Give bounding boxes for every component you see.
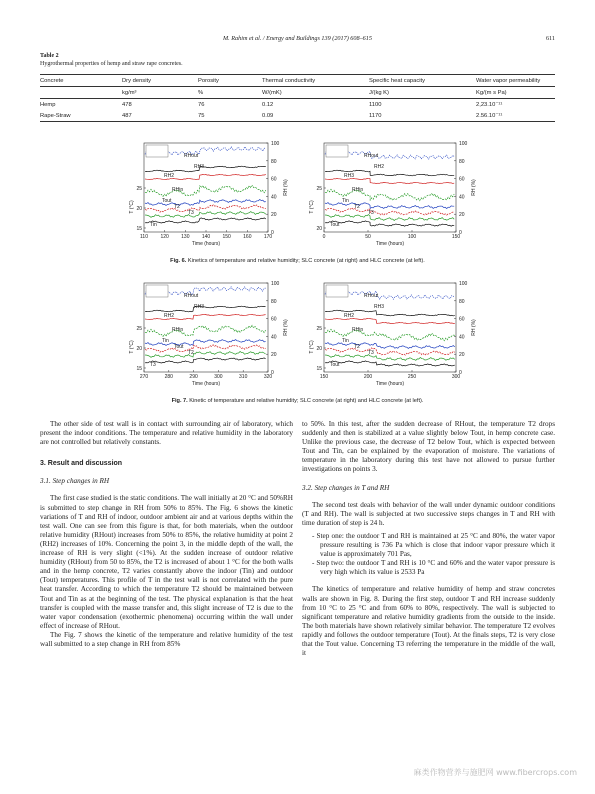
journal-citation: M. Rahim et al. / Energy and Buildings 139 (2017) 608–615	[223, 35, 372, 42]
paragraph: to 50%. In this test, after the sudden decrease of RHout, the temperature T2 drops suddenly and then is stabilized at a value slightly below Tout, in hemp concrete case. Unlike the previous case, the decrease of T2 below Tout, which is expected between Tout and Tin, can be explained by the evaporation of moisture. The variations of temperature in the laboratory during this test have not allowed to pursue further investigations on points 3.	[302, 420, 555, 474]
series-line-t3	[145, 212, 266, 218]
series-line-t3	[145, 358, 266, 363]
table-label: Table 2	[40, 53, 59, 59]
x-tick-label: 320	[263, 374, 273, 380]
unit-cell: W/(mK)	[262, 87, 369, 99]
series-label: T2	[174, 204, 180, 210]
series-line-t3	[325, 215, 454, 221]
y-right-tick-label: 100	[271, 141, 280, 147]
series-label: T3	[368, 210, 374, 216]
series-label: RH2	[344, 313, 355, 319]
x-tick-label: 130	[181, 234, 190, 240]
y-left-tick-label: 20	[316, 346, 322, 352]
fig6-label: Fig. 6.	[170, 258, 187, 264]
fig7-caption-text: Kinetic of temperature and relative humidity; SLC concrete (at right) and HLC concrete (at left).	[189, 398, 424, 404]
table-title: Hygrothermal properties of hemp and straw rape concretes.	[40, 60, 183, 67]
y-right-tick-label: 100	[271, 281, 280, 287]
y-left-tick-label: 25	[316, 326, 322, 332]
series-label: RH2	[164, 173, 175, 179]
y-right-tick-label: 40	[459, 334, 465, 341]
y-left-tick-label: 15	[316, 366, 322, 372]
y-left-axis-label: T (°C)	[129, 340, 135, 354]
unit-cell: %	[198, 87, 262, 99]
y-left-tick-label: 15	[136, 366, 142, 372]
table-caption	[40, 53, 183, 68]
col-header: Dry density	[122, 75, 198, 87]
x-tick-label: 290	[189, 374, 198, 380]
x-tick-label: 160	[243, 234, 252, 240]
paragraph: The kinetics of temperature and relative humidity of hemp and straw concretes walls are shown in Fig. 8. During the first step, outdoor T and RH increase suddenly from 10 °C to 25 °C and from 60% to 80%, respectively. The wall is subjected to significant temperature and relative humidity gradients from the outside to the inside. The both materials have shown relatively similar behavior. The temperature T2 evolves rapidly and follows the outdoor temperature (Tout). At the finals steps, T2 is very close that the Tout value. Concerning T3 referring the temperature in the middle of the wall, it	[302, 585, 555, 658]
series-line-tout	[325, 221, 454, 226]
series-label: T3	[368, 350, 374, 356]
series-label: T2	[188, 350, 194, 356]
x-axis-label: Time (hours)	[191, 381, 221, 387]
y-right-tick-label: 80	[271, 158, 277, 165]
x-tick-label: 270	[139, 374, 149, 380]
x-tick-label: 150	[222, 234, 231, 240]
x-tick-label: 250	[407, 374, 417, 380]
series-label: T3	[150, 362, 156, 368]
y-right-tick-label: 0	[459, 230, 462, 236]
y-left-tick-label: 15	[136, 226, 142, 232]
fig6-right-plot	[308, 138, 478, 250]
fig7-label: Fig. 7.	[171, 398, 188, 404]
x-tick-label: 150	[451, 234, 461, 240]
series-label: RH2	[164, 313, 175, 319]
unit-cell	[40, 87, 122, 99]
fig7-left-plot	[128, 278, 290, 390]
series-label: Tout	[330, 362, 340, 368]
col-header: Specific heat capacity	[369, 75, 476, 87]
y-right-tick-label: 60	[459, 316, 465, 323]
list-item: - Step two: the outdoor T and RH is 10 °C and 60% and the water vapor pressure is very high which its value is 2533 Pa	[312, 559, 555, 577]
table-row	[40, 99, 555, 111]
cell: 2.56.10⁻¹¹	[476, 110, 555, 122]
y-right-axis-label: RH (%)	[283, 319, 289, 336]
series-label: RH3	[194, 304, 205, 310]
y-right-tick-label: 0	[271, 230, 274, 236]
series-label: RH3	[344, 173, 355, 179]
cell: 478	[122, 101, 132, 108]
series-label: RHin	[352, 187, 364, 193]
y-right-tick-label: 60	[271, 176, 277, 183]
y-left-tick-label: 25	[136, 326, 142, 332]
y-left-axis-label: T (°C)	[309, 340, 315, 354]
series-label: RHin	[172, 327, 184, 333]
paragraph: The second test deals with behavior of the wall under dynamic outdoor conditions (T and RH). The wall is subjected at two successive steps changes in T and RH with time duration of step is 24 h.	[302, 500, 555, 527]
series-line-t3	[325, 355, 455, 361]
series-line-rh3	[145, 306, 266, 312]
y-left-tick-label: 20	[136, 346, 142, 352]
y-right-tick-label: 40	[271, 334, 277, 341]
y-right-tick-label: 20	[459, 212, 465, 219]
table-row	[40, 110, 555, 122]
cell: Rape-Straw	[40, 110, 122, 122]
x-tick-label: 110	[140, 234, 148, 240]
table-header-row	[40, 75, 555, 87]
series-line-rhin	[145, 186, 266, 197]
inset-wall-diagram	[326, 285, 348, 297]
series-label: Tin	[342, 338, 349, 344]
series-label: RHout	[364, 293, 379, 299]
y-right-tick-label: 60	[271, 316, 277, 323]
series-line-t2	[145, 205, 266, 212]
cell: 0.12	[262, 101, 274, 108]
paragraph: The Fig. 7 shows the kinetic of the temperature and relative humidity of the test wall submitted to a step change in RH from 85%	[40, 630, 293, 648]
series-label: RH2	[374, 164, 385, 170]
y-right-tick-label: 40	[459, 194, 465, 201]
series-line-rh2	[325, 318, 455, 323]
col-header: Thermal conductivity	[262, 75, 369, 87]
series-label: Tin	[150, 222, 157, 228]
series-line-tin	[145, 218, 266, 223]
col-header: Concrete	[40, 75, 122, 87]
right-column	[302, 420, 555, 658]
series-line-rh3	[325, 178, 454, 183]
y-left-tick-label: 25	[136, 186, 142, 192]
unit-cell: Kg/(m s Pa)	[476, 87, 555, 99]
cell: 487	[122, 110, 198, 122]
paragraph: The first case studied is the static conditions. The wall initially at 20 °C and 50%RH is submitted to step change in RH from 50% to 85%. The Fig. 6 shows the kinetic variations of T and RH of indoor, outdoor ambient air and at various depths within the test wall. One can see from this figure is that, for both materials, when the outdoor relative humidity (RHout) increases from 50% to 85%, the relative humidity at point 2 (RH2) increases of 10%. Concerning the point 3, in the middle depth of the wall, the increase of RH is very slight (<1%). At the sudden increase of outdoor relative humidity (RHout) from 50 to 85%, the T2 is increased of about 1 °C for the both walls and in the hemp concrete, T2 varies constantly above the indoor (Tin) and outdoor (Tout) temperatures. This profile of T in the test wall is not correlated with the pure heat transfer. According to which the temperature T2 should be maintained between Tout and Tin as at the beginning of the test. The physical explanation is that the heat transfer is coupled with the masse transfer and, this slight increase of T2 is due to the water vapor condensation (exothermic phenomena) occurring within the wall under effect of increase of RHout.	[40, 494, 293, 630]
series-label: RHout	[184, 153, 199, 159]
page-number: 611	[545, 35, 555, 42]
series-label: Tin	[342, 198, 349, 204]
fig7-caption	[40, 398, 555, 404]
x-tick-label: 0	[322, 234, 326, 240]
cell: Hemp	[40, 101, 56, 108]
y-left-axis-label: T (°C)	[309, 200, 315, 214]
series-line-tout	[325, 361, 455, 366]
fig7-right-plot	[308, 278, 478, 390]
paragraph: The other side of test wall is in contact with surrounding air of laboratory, which present the indoor conditions. The temperature and relative humidity in the laboratory are not controlled but relatively constants.	[40, 420, 293, 447]
x-tick-label: 120	[160, 234, 169, 240]
cell: 76	[198, 101, 205, 108]
y-right-tick-label: 0	[271, 370, 274, 376]
inset-wall-diagram	[146, 285, 168, 297]
x-tick-label: 140	[201, 234, 211, 240]
series-line-t2	[325, 348, 455, 355]
series-line-rhin	[145, 325, 266, 336]
col-header: Water vapor permeability	[476, 75, 555, 87]
y-right-tick-label: 40	[271, 194, 277, 201]
x-axis-label: Time (hours)	[375, 241, 405, 247]
series-label: T2	[354, 204, 360, 210]
series-line-t2	[145, 352, 266, 358]
y-right-axis-label: RH (%)	[283, 179, 289, 196]
series-line-rh3	[145, 166, 266, 172]
x-tick-label: 300	[214, 374, 223, 380]
y-right-tick-label: 60	[459, 176, 465, 183]
x-tick-label: 300	[451, 374, 461, 380]
properties-table	[40, 74, 555, 122]
y-right-axis-label: RH (%)	[471, 179, 477, 196]
unit-cell: J/(kg K)	[369, 87, 476, 99]
y-right-tick-label: 80	[271, 298, 277, 305]
cell: 1100	[369, 101, 382, 108]
unit-cell: kg/m³	[122, 87, 198, 99]
list-item: - Step one: the outdoor T and RH is maintained at 25 °C and 80%, the water vapor pressure resulting is 736 Pa which is close that indoor vapor pressure which it value is approximately 701 Pas,	[312, 531, 555, 559]
x-tick-label: 200	[363, 374, 373, 380]
y-left-tick-label: 20	[136, 206, 142, 212]
step-list	[302, 532, 555, 577]
y-right-tick-label: 80	[459, 158, 465, 165]
table-units-row	[40, 87, 555, 99]
cell: 1170	[369, 110, 476, 122]
y-right-tick-label: 20	[459, 352, 465, 359]
series-label: RH3	[374, 304, 385, 310]
series-label: RHout	[184, 293, 199, 299]
x-tick-label: 50	[365, 234, 371, 240]
y-right-tick-label: 20	[271, 212, 277, 219]
y-right-tick-label: 100	[459, 281, 468, 287]
section-heading: 3. Result and discussion	[40, 460, 123, 468]
fig6-caption	[40, 258, 555, 264]
series-line-tout	[145, 345, 266, 352]
series-label: Tout	[162, 198, 172, 204]
y-right-tick-label: 80	[459, 298, 465, 305]
series-label: RH3	[194, 164, 205, 170]
y-right-axis-label: RH (%)	[471, 319, 477, 336]
watermark: 麻类作物营养与施肥网 www.fibercrops.com	[413, 768, 577, 777]
y-right-tick-label: 0	[459, 370, 462, 376]
fig6-left-plot	[128, 138, 290, 250]
cell: 2,23.10⁻¹¹	[476, 101, 503, 108]
series-label: RHin	[352, 327, 364, 333]
subsection-heading: 3.2. Step changes in T and RH	[302, 483, 390, 492]
x-tick-label: 280	[164, 374, 173, 380]
y-left-tick-label: 20	[316, 226, 322, 232]
col-header: Porosity	[198, 75, 262, 87]
left-column	[40, 420, 293, 649]
series-label: RHout	[364, 153, 379, 159]
series-label: Tin	[162, 338, 169, 344]
y-right-tick-label: 20	[271, 352, 277, 359]
cell: 75	[198, 110, 262, 122]
x-tick-label: 100	[407, 234, 417, 240]
x-tick-label: 150	[319, 374, 329, 380]
series-line-t2	[325, 208, 454, 215]
inset-wall-diagram	[326, 145, 348, 157]
x-axis-label: Time (hours)	[375, 381, 405, 387]
series-label: T3	[188, 210, 194, 216]
y-left-tick-label: 25	[316, 186, 322, 192]
y-right-tick-label: 100	[459, 141, 468, 147]
series-label: Tout	[330, 222, 340, 228]
x-tick-label: 310	[239, 374, 248, 380]
fig6-caption-text: Kinetics of temperature and relative humidity; SLC concrete (at right) and HLC concrete (at left).	[187, 258, 425, 264]
x-tick-label: 170	[263, 234, 273, 240]
x-axis-label: Time (hours)	[191, 241, 221, 247]
series-label: Tout	[174, 344, 184, 350]
inset-wall-diagram	[146, 145, 168, 157]
cell: 0.09	[262, 110, 369, 122]
subsection-heading: 3.1. Step changes in RH	[40, 477, 110, 486]
y-left-axis-label: T (°C)	[129, 200, 135, 214]
series-label: T2	[354, 344, 360, 350]
series-label: RHin	[172, 187, 184, 193]
